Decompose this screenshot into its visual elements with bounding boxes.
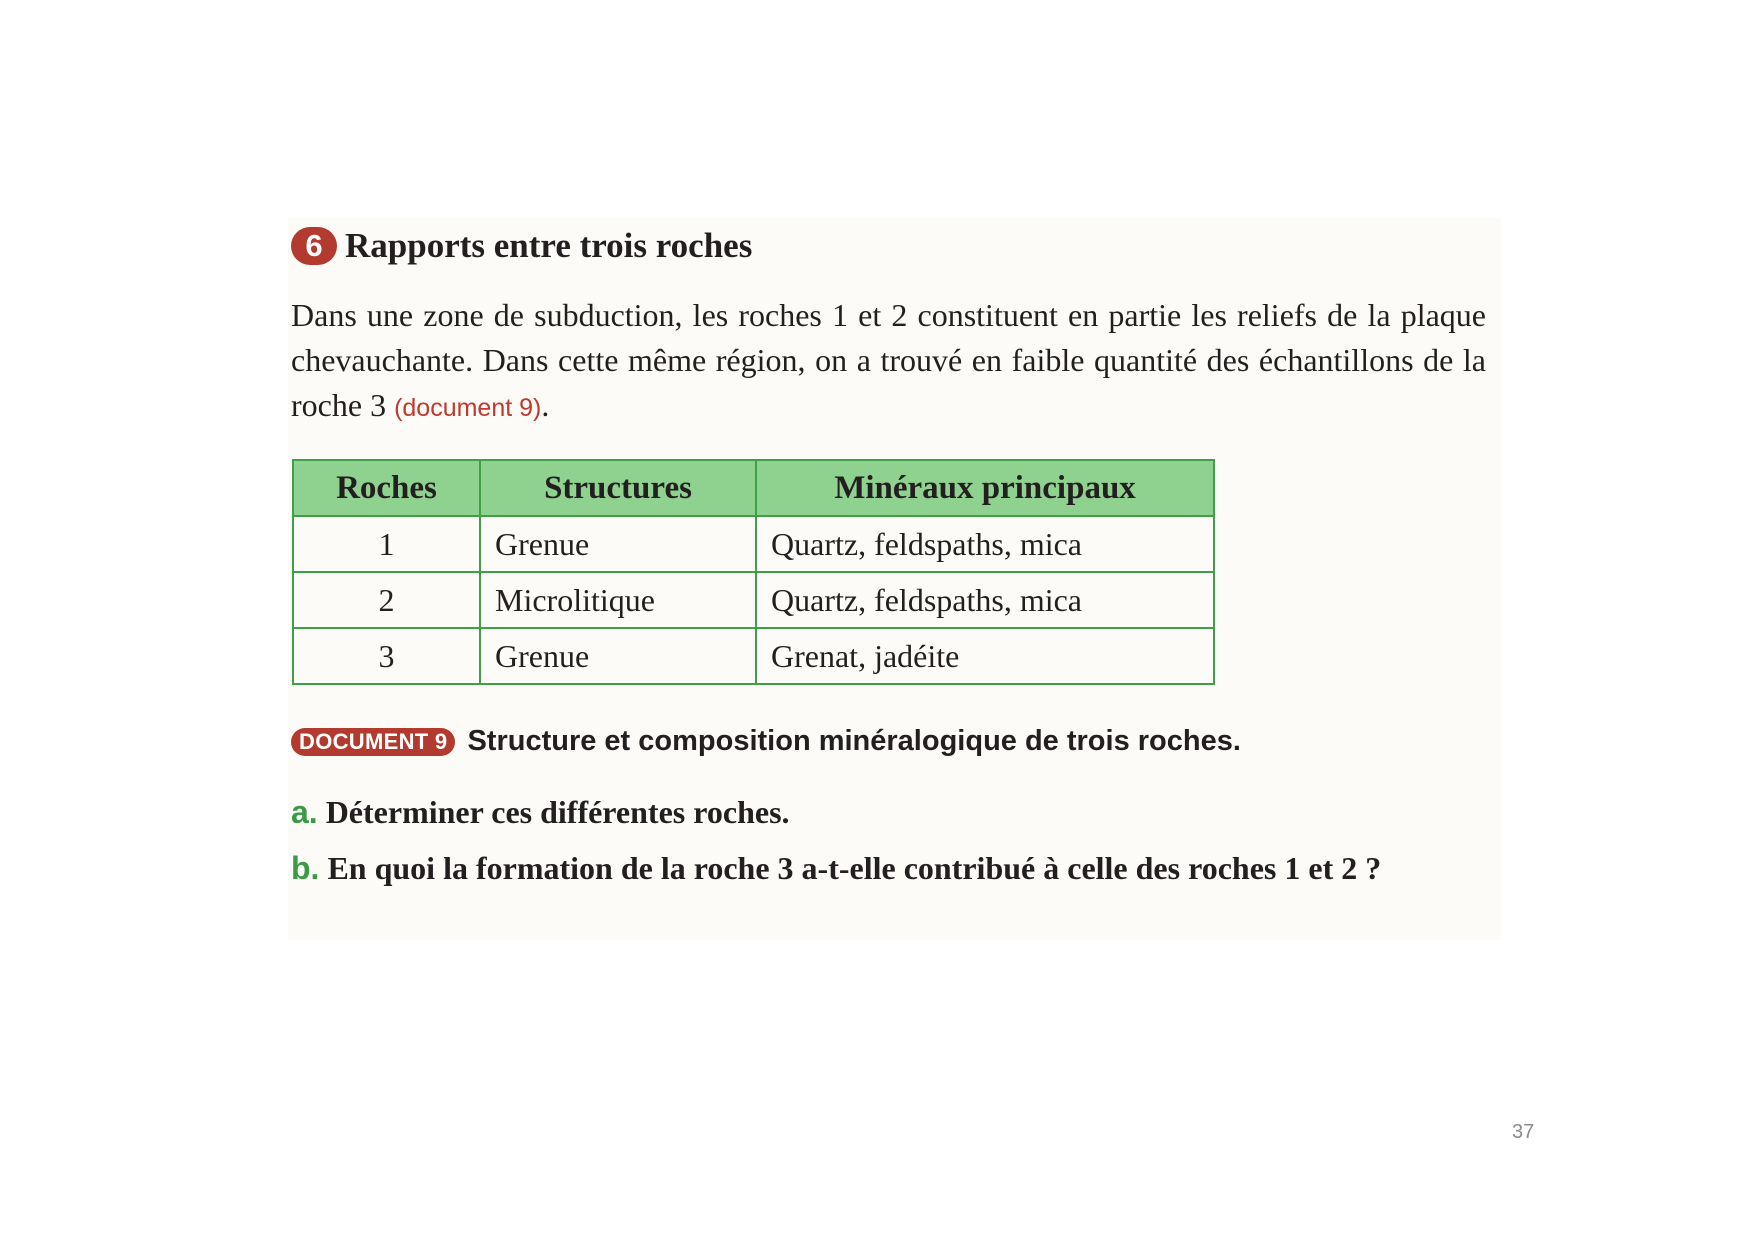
- caption-text: Structure et composition minéralogique de trois roches.: [467, 725, 1241, 757]
- exercise-title: Rapports entre trois roches: [345, 226, 753, 265]
- page-number: 37: [1512, 1121, 1535, 1143]
- cell-mineraux: Quartz, feldspaths, mica: [756, 516, 1214, 572]
- cell-structure: Microlitique: [480, 572, 756, 628]
- rocks-table: [292, 459, 1215, 685]
- header-structures: Structures: [480, 460, 756, 516]
- cell-structure: Grenue: [480, 628, 756, 684]
- header-roches: Roches: [293, 460, 480, 516]
- intro-paragraph: [291, 293, 1486, 431]
- cell-roche: 3: [293, 628, 480, 684]
- question-text: En quoi la formation de la roche 3 a-t-elle contribué à celle des roches 1 et 2 ?: [327, 850, 1382, 886]
- document-reference: (document 9): [394, 394, 542, 422]
- cell-mineraux: Quartz, feldspaths, mica: [756, 572, 1214, 628]
- exercise-number-badge: 6: [291, 227, 337, 265]
- table-header-row: [293, 460, 1214, 516]
- question-letter: b.: [291, 850, 320, 886]
- table-row: [293, 628, 1214, 684]
- document-badge: DOCUMENT 9: [291, 728, 455, 756]
- document-caption: [291, 725, 1241, 758]
- exercise-header: [291, 226, 752, 266]
- cell-mineraux: Grenat, jadéite: [756, 628, 1214, 684]
- question-b: [291, 848, 1486, 888]
- question-letter: a.: [291, 794, 318, 830]
- cell-roche: 1: [293, 516, 480, 572]
- question-a: [291, 792, 1486, 832]
- intro-end: .: [541, 387, 550, 423]
- cell-structure: Grenue: [480, 516, 756, 572]
- table-row: [293, 572, 1214, 628]
- table-row: [293, 516, 1214, 572]
- question-text: Déterminer ces différentes roches.: [325, 794, 790, 830]
- cell-roche: 2: [293, 572, 480, 628]
- intro-text: Dans une zone de subduction, les roches 1 et 2 constituent en partie les reliefs de la plaque chevauchante. Dans cette même région, on a trouvé en faible quantité des échantillons de la roche 3: [291, 297, 1486, 423]
- header-mineraux: Minéraux principaux: [756, 460, 1214, 516]
